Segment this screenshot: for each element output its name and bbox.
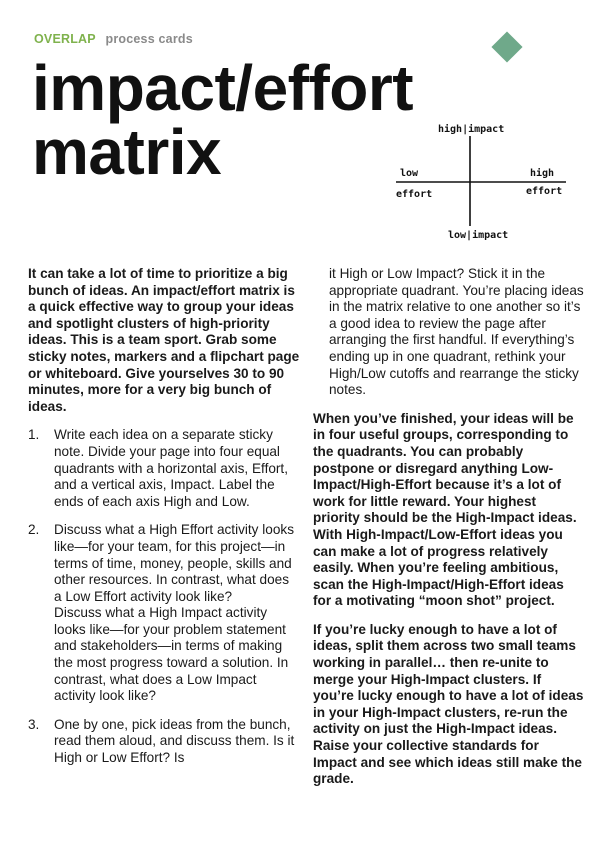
high-impact-label: high|impact bbox=[438, 124, 505, 135]
step-number: 2. bbox=[28, 522, 40, 538]
step-number: 3. bbox=[28, 716, 40, 732]
card-header bbox=[34, 32, 193, 46]
list-item bbox=[28, 522, 300, 705]
left-column bbox=[28, 266, 300, 779]
high-effort-label-2: effort bbox=[526, 186, 563, 197]
list-item bbox=[28, 427, 300, 510]
step-3-continued: it High or Low Impact? Stick it in the appropriate quadrant. You’re placing ideas in the matrix relative to one another so it’s a good idea to review the page after arranging the first handful. If everything’s ending up in one quadrant, rethink your High/Low cutoffs and rearrange the sticky notes. bbox=[329, 266, 584, 398]
lucky-paragraph: If you’re lucky enough to have a lot of ideas, split them across two small teams working in parallel… then re-unite to merge your High-Impact clusters. If you’re lucky enough to have a lot of ideas in your High-Impact clusters, re-run the activity on just the High-Impact ideas. Raise your collective standards for Impact and see which ideas still make the grade. bbox=[313, 621, 584, 787]
steps-list bbox=[28, 427, 300, 766]
high-effort-label-1: high bbox=[530, 168, 555, 179]
step-text: One by one, pick ideas from the bunch, read them aloud, and discuss them. Is it High or Low Effort? Is bbox=[54, 716, 295, 766]
step-text-continued: Discuss what a High Impact activity looks like—for your problem statement and stakeholders—in terms of making the most progress toward a solution. In contrast, what does a Low Impact activity look like? bbox=[54, 605, 289, 704]
low-effort-label-1: low bbox=[400, 168, 419, 179]
list-item bbox=[28, 717, 300, 767]
low-effort-label-2: effort bbox=[396, 189, 433, 200]
title-line-1: impact/effort bbox=[32, 52, 414, 124]
brand-name: OVERLAP bbox=[34, 32, 96, 46]
step-text: Discuss what a High Effort activity looks like—for your team, for this project—in terms of time, money, people, skills and other resources. In contrast, what does a Low Effort activity look like? bbox=[54, 522, 294, 604]
low-impact-label: low|impact bbox=[448, 230, 509, 241]
title-line-2: matrix bbox=[32, 116, 222, 188]
diamond-icon bbox=[491, 31, 522, 62]
step-number: 1. bbox=[28, 427, 40, 443]
finished-paragraph: When you’ve finished, your ideas will be in four useful groups, corresponding to the quadrants. You can probably postpone or disregard anything Low-Impact/High-Effort because it’s a lot of work for little reward. Your highest priority should be the High-Impact ideas. With High-Impact/Low-Effort ideas you can make a lot of progress relatively easily. When you’re feeling ambitious, scan the High-Impact/High-Effort ideas for a motivating “moon shot” project. bbox=[313, 410, 577, 609]
matrix-sketch-svg bbox=[390, 118, 570, 248]
page-title bbox=[32, 52, 414, 188]
matrix-sketch bbox=[390, 118, 570, 248]
intro-paragraph: It can take a lot of time to prioritize a big bunch of ideas. An impact/effort matrix is a quick effective way to group your ideas and spotlight clusters of high-priority ideas. This is a team sport. Grab some sticky notes, markers and a flipchart page or whiteboard. Give yourselves 30 to 90 minutes, more for a very big bunch of ideas. bbox=[28, 266, 300, 414]
right-column bbox=[313, 266, 585, 788]
card-type: process cards bbox=[105, 32, 193, 46]
step-text: Write each idea on a separate sticky note. Divide your page into four equal quadrants with a horizontal axis, Effort, and a vertical axis, Impact. Label the ends of each axis High and Low. bbox=[54, 427, 288, 509]
